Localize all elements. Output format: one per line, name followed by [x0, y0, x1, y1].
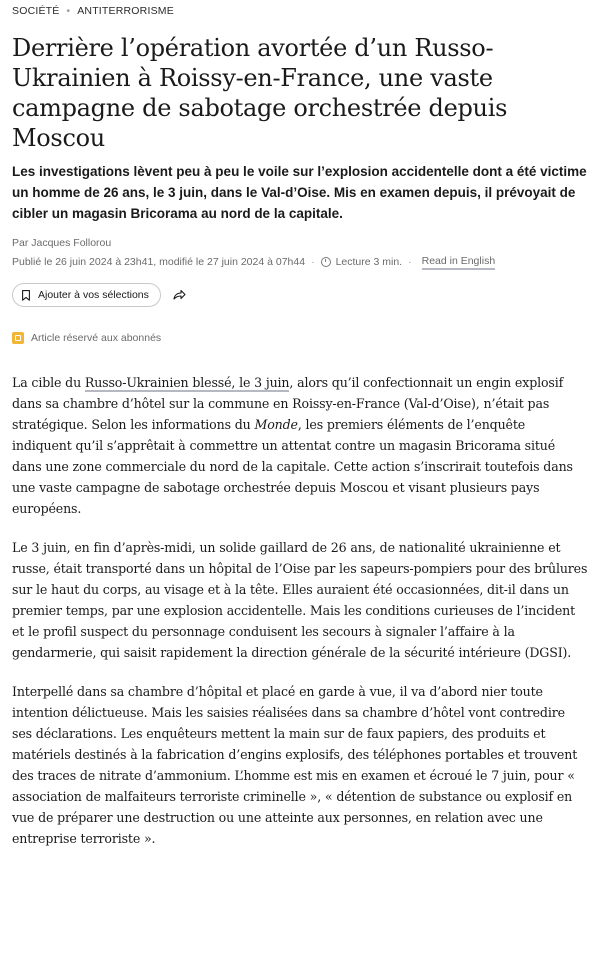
- paragraph-text: La cible du: [12, 375, 85, 390]
- breadcrumb-separator: •: [66, 5, 71, 17]
- paragraph-text: , les premiers éléments de l’enquête indiquent qu’il s’apprêtait à commettre un attentat contre un magasin Bricorama situé dans une zone commerciale du nord de la capitale. Cette action s’inscrirait toutefois dans une vaste campagne de sabotage orchestrée depuis Moscou et visant plusieurs pays européens.: [12, 417, 573, 516]
- article-description: Les investigations lèvent peu à peu le voile sur l’explosion accidentelle dont a été victime un homme de 26 ans, le 3 juin, dans le Val-d’Oise. Mis en examen depuis, il prévoyait de cibler un magasin Bricorama au nord de la capitale.: [12, 164, 587, 221]
- add-to-selections-button[interactable]: [12, 283, 161, 307]
- paragraph-text: , alors qu’il confectionnait un engin explosif dans sa chambre d’hôtel sur la commune en Roissy-en-France (Val-d’Oise), n’était pas stratégique. Selon les informations du: [12, 375, 564, 432]
- newspaper-name: Monde: [254, 417, 298, 432]
- subscriber-label: Article réservé aux abonnés: [31, 332, 162, 344]
- article-actions: [12, 283, 588, 307]
- related-article-link[interactable]: Russo-Ukrainien blessé, le 3 juin: [84, 375, 290, 390]
- meta-separator: ·: [408, 256, 412, 268]
- article-body: [12, 372, 588, 849]
- share-icon: [172, 288, 186, 302]
- breadcrumb: [12, 0, 588, 18]
- bookmark-icon: [22, 290, 30, 301]
- add-to-selections-label: Ajouter à vos sélections: [38, 289, 149, 301]
- article-title: Derrière l’opération avortée d’un Russo-Ukrainien à Roissy-en-France, une vaste campagne de sabotage orchestrée depuis Moscou: [12, 34, 508, 152]
- publication-info: [12, 254, 588, 270]
- premium-badge-icon: [12, 332, 24, 344]
- subscriber-notice: [12, 330, 588, 346]
- clock-icon: [321, 257, 331, 267]
- read-in-english-link[interactable]: Read in English: [422, 255, 496, 270]
- share-button[interactable]: [172, 288, 186, 302]
- article-paragraph: [12, 372, 588, 519]
- article-author: Par Jacques Follorou: [12, 237, 112, 249]
- publication-date: Publié le 26 juin 2024 à 23h41, modifié le 27 juin 2024 à 07h44: [12, 256, 306, 268]
- breadcrumb-topic-link[interactable]: ANTITERRORISME: [77, 5, 174, 17]
- meta-separator: ·: [311, 256, 315, 268]
- article-paragraph: Le 3 juin, en fin d’après-midi, un solide gaillard de 26 ans, de nationalité ukrainienne et russe, était transporté dans un hôpital de l’Oise par les sapeurs-pompiers pour des brûlures sur le haut du corps, au visage et à la tête. Elles auraient été occasionnées, dit-il dans un premier temps, par une explosion accidentelle. Mais les conditions curieuses de l’incident et le profil suspect du personnage conduisent les secours à signaler l’affaire à la gendarmerie, qui saisit rapidement la direction générale de la sécurité intérieure (DGSI).: [12, 540, 588, 660]
- breadcrumb-section-link[interactable]: SOCIÉTÉ: [12, 5, 60, 17]
- reading-time: Lecture 3 min.: [335, 256, 403, 268]
- article-paragraph: Interpellé dans sa chambre d’hôpital et placé en garde à vue, il va d’abord nier toute intention délictueuse. Mais les saisies réalisées dans sa chambre d’hôtel vont contredire ses déclarations. Les enquêteurs mettent la main sur de faux papiers, des produits et matériels destinés à la fabrication d’engins explosifs, des téléphones portables et trouvent des traces de nitrate d’ammonium. L’homme est mis en examen et écroué le 7 juin, pour « association de malfaiteurs terroriste criminelle », « détention de substance ou explosif en vue de préparer une destruction ou une atteinte aux personnes, en relation avec une entreprise terroriste ».: [12, 684, 578, 846]
